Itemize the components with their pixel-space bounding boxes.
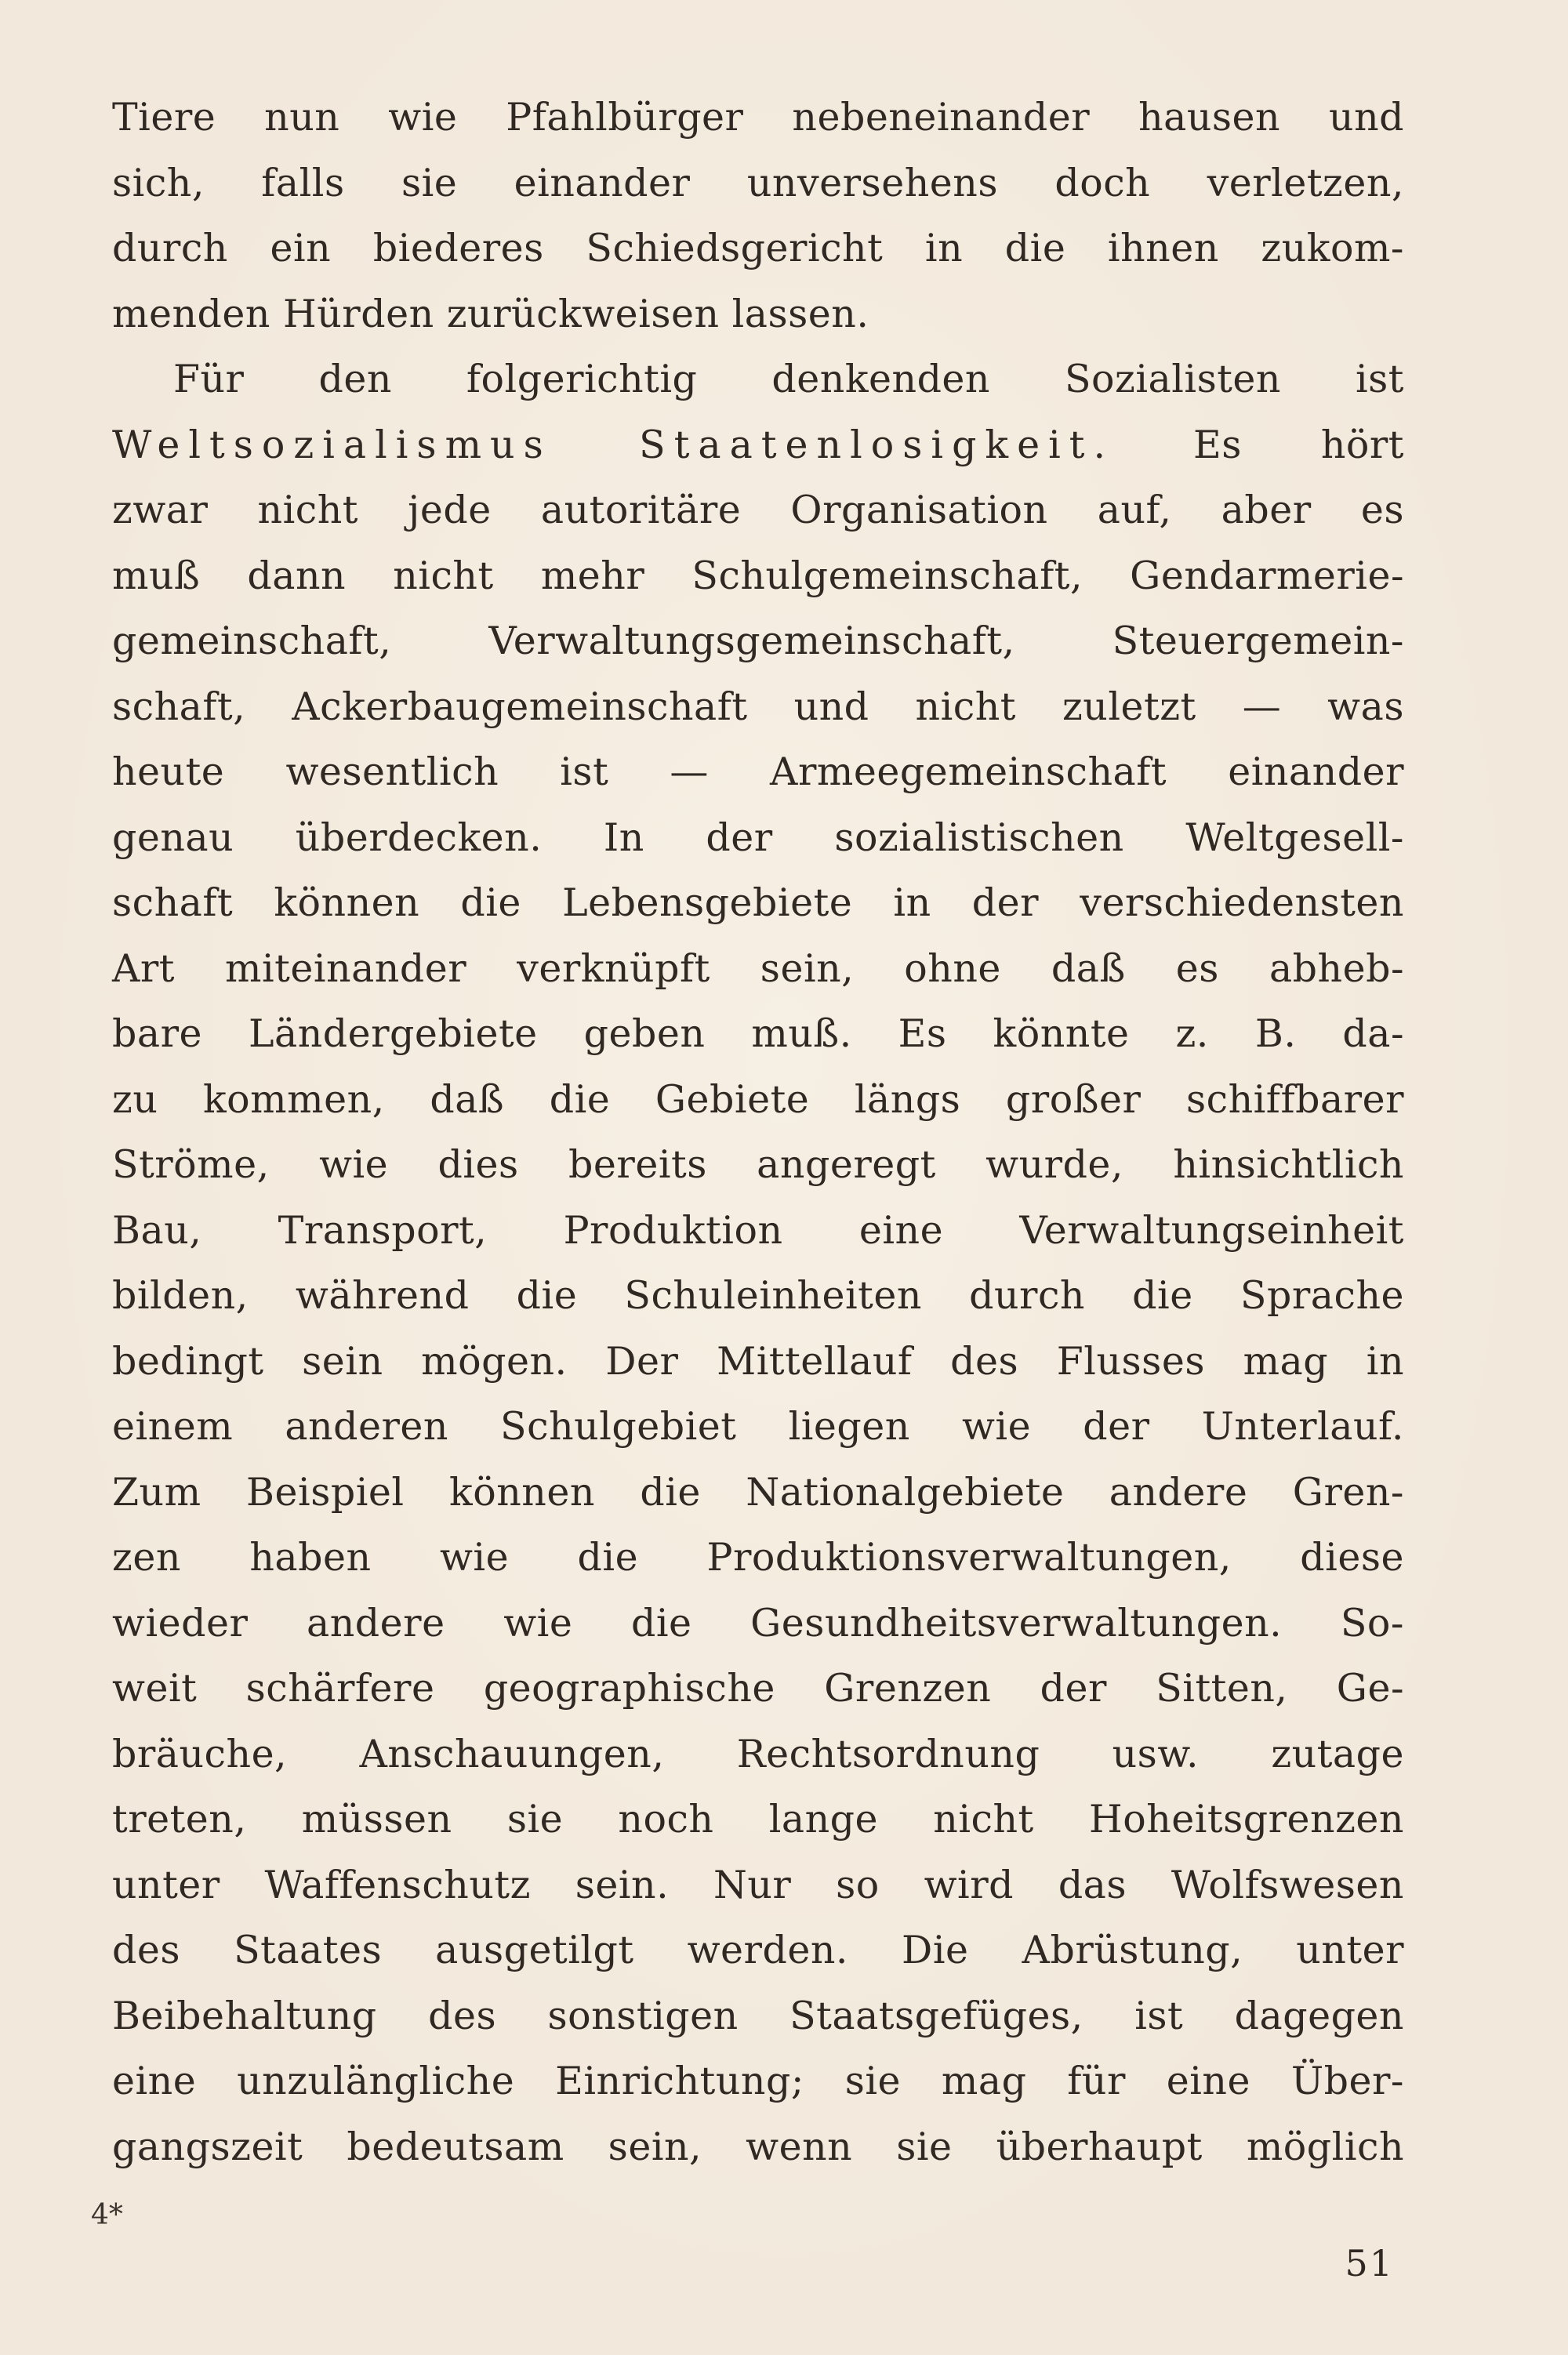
text-line: sich, falls sie einander unversehens doch verletzen, [112,160,1404,205]
text-line: eine unzulängliche Einrichtung; sie mag für eine Über- [112,2059,1404,2103]
text-line: Beibehaltung des sonstigen Staatsgefüges, ist dagegen [112,1993,1404,2038]
text-line: heute wesentlich ist — Armeegemeinschaft einander [112,749,1404,794]
text-line: weit schärfere geographische Grenzen der Sitten, Ge- [112,1666,1404,1711]
text-line: wieder andere wie die Gesundheitsverwaltungen. So- [112,1600,1404,1646]
text-line: Zum Beispiel können die Nationalgebiete andere Gren- [112,1469,1404,1515]
text-line: zen haben wie die Produktionsverwaltungen, diese [112,1535,1404,1580]
text-line: Bau, Transport, Produktion eine Verwaltungseinheit [112,1207,1404,1253]
text-line: einem anderen Schulgebiet liegen wie der Unterlauf. [112,1404,1404,1449]
text-line: menden Hürden zurückweisen lassen. [112,291,869,336]
text-line: Ströme, wie dies bereits angeregt wurde, hinsichtlich [112,1142,1404,1187]
text-line: bilden, während die Schuleinheiten durch die Sprache [112,1273,1404,1318]
text-line: schaft können die Lebensgebiete in der verschiedensten [112,880,1404,925]
page-number: 51 [1345,2242,1394,2284]
text-line: Tiere nun wie Pfahlbürger nebeneinander hausen und [112,95,1404,140]
text-line: gemeinschaft, Verwaltungsgemeinschaft, Steuergemein- [112,619,1404,663]
text-line: bedingt sein mögen. Der Mittellauf des Flusses mag in [112,1338,1404,1384]
text-line: muß dann nicht mehr Schulgemeinschaft, Gendarmerie- [112,553,1404,598]
emphasis-line [112,412,1404,478]
signature-mark: 4* [91,2199,123,2231]
body-text [112,85,1404,2179]
text-line: gangszeit bedeutsam sein, wenn sie überhaupt möglich [112,2124,1404,2169]
text-line: zwar nicht jede autoritäre Organisation auf, aber es [112,488,1404,532]
text-line: unter Waffenschutz sein. Nur so wird das Wolfswesen [112,1862,1404,1907]
text-line: durch ein biederes Schiedsgericht in die ihnen zukom- [112,226,1404,270]
text-line: Art miteinander verknüpft sein, ohne daß es abheb- [112,945,1404,991]
text-line: bare Ländergebiete geben muß. Es könnte z. B. da- [112,1011,1404,1056]
emphasis-rest: Es hört [1114,422,1404,467]
text-line: treten, müssen sie noch lange nicht Hoheitsgrenzen [112,1797,1404,1842]
text-line: des Staates ausgetilgt werden. Die Abrüstung, unter [112,1928,1404,1972]
text-line: genau überdecken. In der sozialistischen Weltgesell- [112,815,1404,860]
text-line: zu kommen, daß die Gebiete längs großer schiffbarer [112,1076,1404,1122]
spaced-emphasis: Weltsozialismus Staatenlosigkeit. [112,422,1115,467]
paragraph-start-line: Für den folgerichtig denkenden Sozialisten ist [173,357,1404,401]
text-line: bräuche, Anschauungen, Rechtsordnung usw. zutage [112,1731,1404,1776]
text-line: schaft, Ackerbaugemeinschaft und nicht zuletzt — was [112,684,1404,729]
